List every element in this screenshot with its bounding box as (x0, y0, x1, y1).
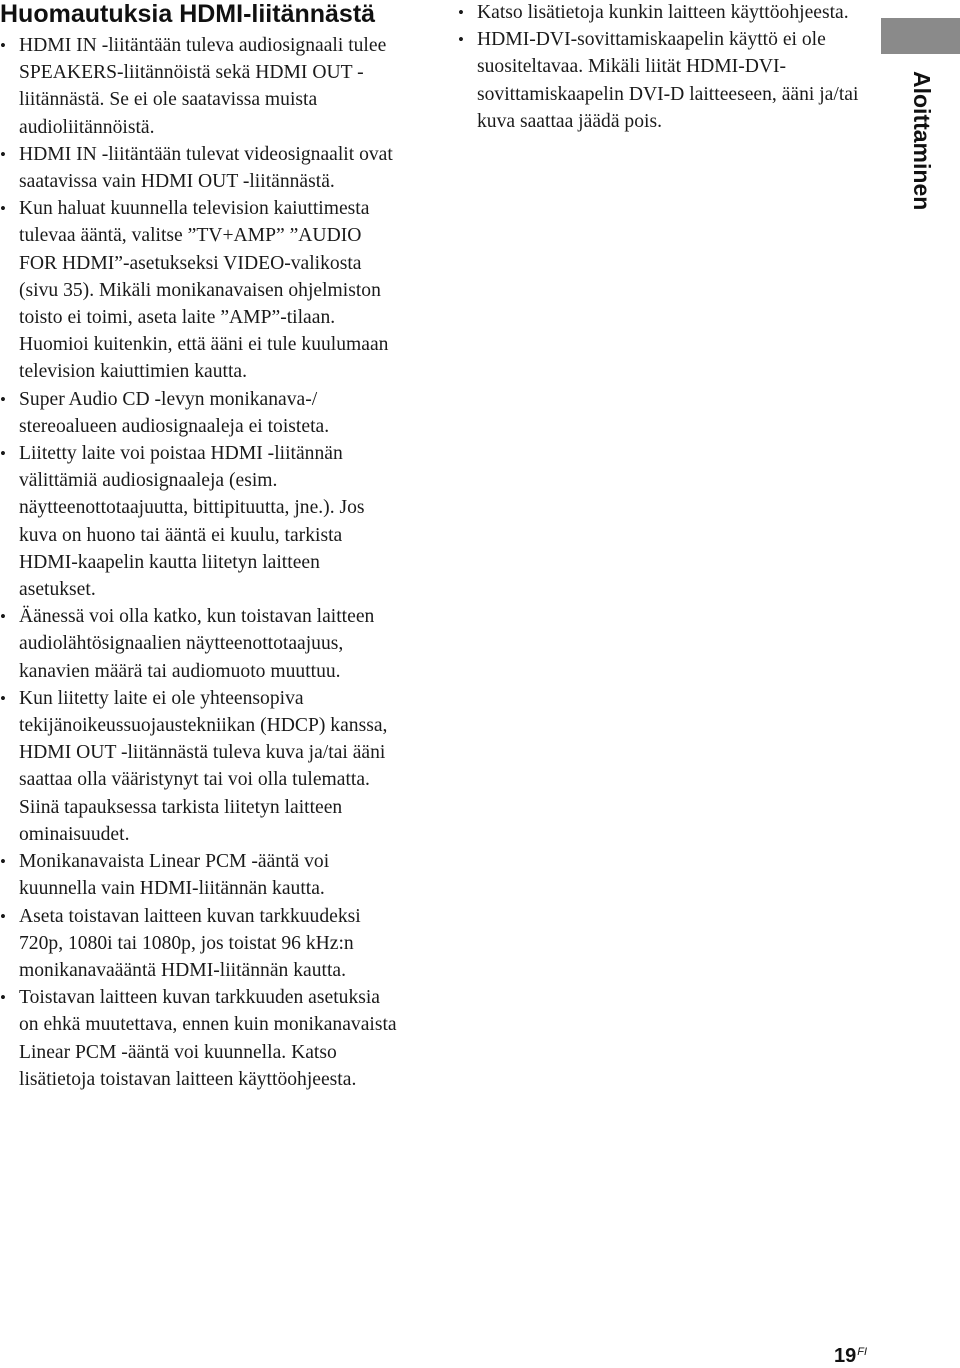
list-item-text: Super Audio CD -levyn monikanava-/ stereoalueen audiosignaaleja ei toisteta. (19, 388, 330, 437)
list-item-text: Liitetty laite voi poistaa HDMI -liitännän välittämiä audiosignaaleja (esim. näytteenottotaajuutta, bittipituutta, jne.). Jos kuva on huono tai ääntä ei kuulu, tarkista HDMI-kaapelin kautta liitetyn laitteen asetukset. (19, 443, 365, 601)
bullet-icon: • (0, 607, 6, 627)
list-item-text: Toistavan laitteen kuvan tarkkuuden asetuksia on ehkä muutettava, ennen kuin monikanavaista Linear PCM -ääntä voi kuunnella. Katso lisätietoja toistavan laitteen käyttöohjeesta. (19, 987, 397, 1090)
section-heading: Huomautuksia HDMI-liitännästä (0, 0, 376, 28)
list-item-text: Monikanavaista Linear PCM -ääntä voi kuunnella vain HDMI-liitännän kautta. (19, 851, 330, 900)
list-item-text: HDMI IN -liitäntään tuleva audiosignaali tulee SPEAKERS-liitännöistä sekä HDMI OUT -liitännästä. Se ei ole saatavissa muista audioliitännöistä. (19, 35, 387, 138)
bullet-icon: • (0, 988, 6, 1008)
bullet-icon: • (0, 852, 6, 872)
list-item (0, 440, 400, 603)
list-item-text: Katso lisätietoja kunkin laitteen käyttöohjeesta. (477, 2, 849, 23)
bullet-icon: • (0, 36, 6, 55)
list-item (0, 141, 400, 195)
list-item-text: Kun liitetty laite ei ole yhteensopiva tekijänoikeussuojaustekniikan (HDCP) kanssa, HDMI OUT -liitännästä tuleva kuva ja/tai ääni saattaa olla vääristynyt tai voi olla tulematta. (19, 687, 388, 791)
list-item-text: Kun haluat kuunnella television kaiuttimesta tulevaa ääntä, valitse ”TV+AMP” ”AUDIO FOR HDMI”-asetukseksi VIDEO-valikosta (sivu 35). Mikäli monikanavaisen ohjelmiston toisto ei toimi, aseta laite ”AMP”-tilaan. Huomioi kuitenkin, että ääni ei tule kuulumaan television kaiuttimien kautta. (19, 198, 389, 383)
bullet-icon: • (0, 444, 6, 464)
list-item (0, 848, 400, 902)
list-item (458, 26, 876, 135)
left-column-list (0, 32, 400, 1093)
list-item (0, 685, 400, 848)
section-tab-marker (881, 18, 960, 54)
list-item (0, 195, 400, 385)
list-item (0, 386, 400, 440)
bullet-icon: • (0, 199, 6, 219)
list-item-text: Aseta toistavan laitteen kuvan tarkkuudeksi 720p, 1080i tai 1080p, jos toistat 96 kHz:n monikanavaääntä HDMI-liitännän kautta. (19, 905, 361, 981)
list-item (0, 32, 400, 141)
page-number-value: 19 (834, 1345, 857, 1367)
bullet-icon: • (458, 30, 464, 50)
bullet-icon: • (458, 3, 464, 22)
list-item-text: HDMI-DVI-sovittamiskaapelin käyttö ei ole suositeltavaa. Mikäli liität HDMI-DVI-sovittamiskaapelin DVI-D laitteeseen, ääni ja/tai kuva saattaa jäädä pois. (477, 29, 859, 132)
right-column-list (458, 0, 876, 135)
bullet-icon: • (0, 688, 6, 708)
list-item-note: Siinä tapauksessa tarkista liitetyn laitteen ominaisuudet. (19, 796, 343, 845)
list-item (0, 903, 400, 985)
list-item (0, 984, 400, 1093)
list-item-text: HDMI IN -liitäntään tulevat videosignaalit ovat saatavissa vain HDMI OUT -liitännästä. (19, 143, 393, 193)
bullet-icon: • (0, 906, 6, 926)
list-item-text: Äänessä voi olla katko, kun toistavan laitteen audiolähtösignaalien näytteenottotaajuus, kanavien määrä tai audiomuoto muuttuu. (19, 606, 375, 682)
bullet-icon: • (0, 144, 6, 164)
page-number-suffix: FI (857, 1346, 868, 1358)
section-tab-label: Aloittaminen (909, 71, 935, 211)
list-item (458, 0, 876, 26)
list-item (0, 603, 400, 685)
bullet-icon: • (0, 389, 6, 409)
